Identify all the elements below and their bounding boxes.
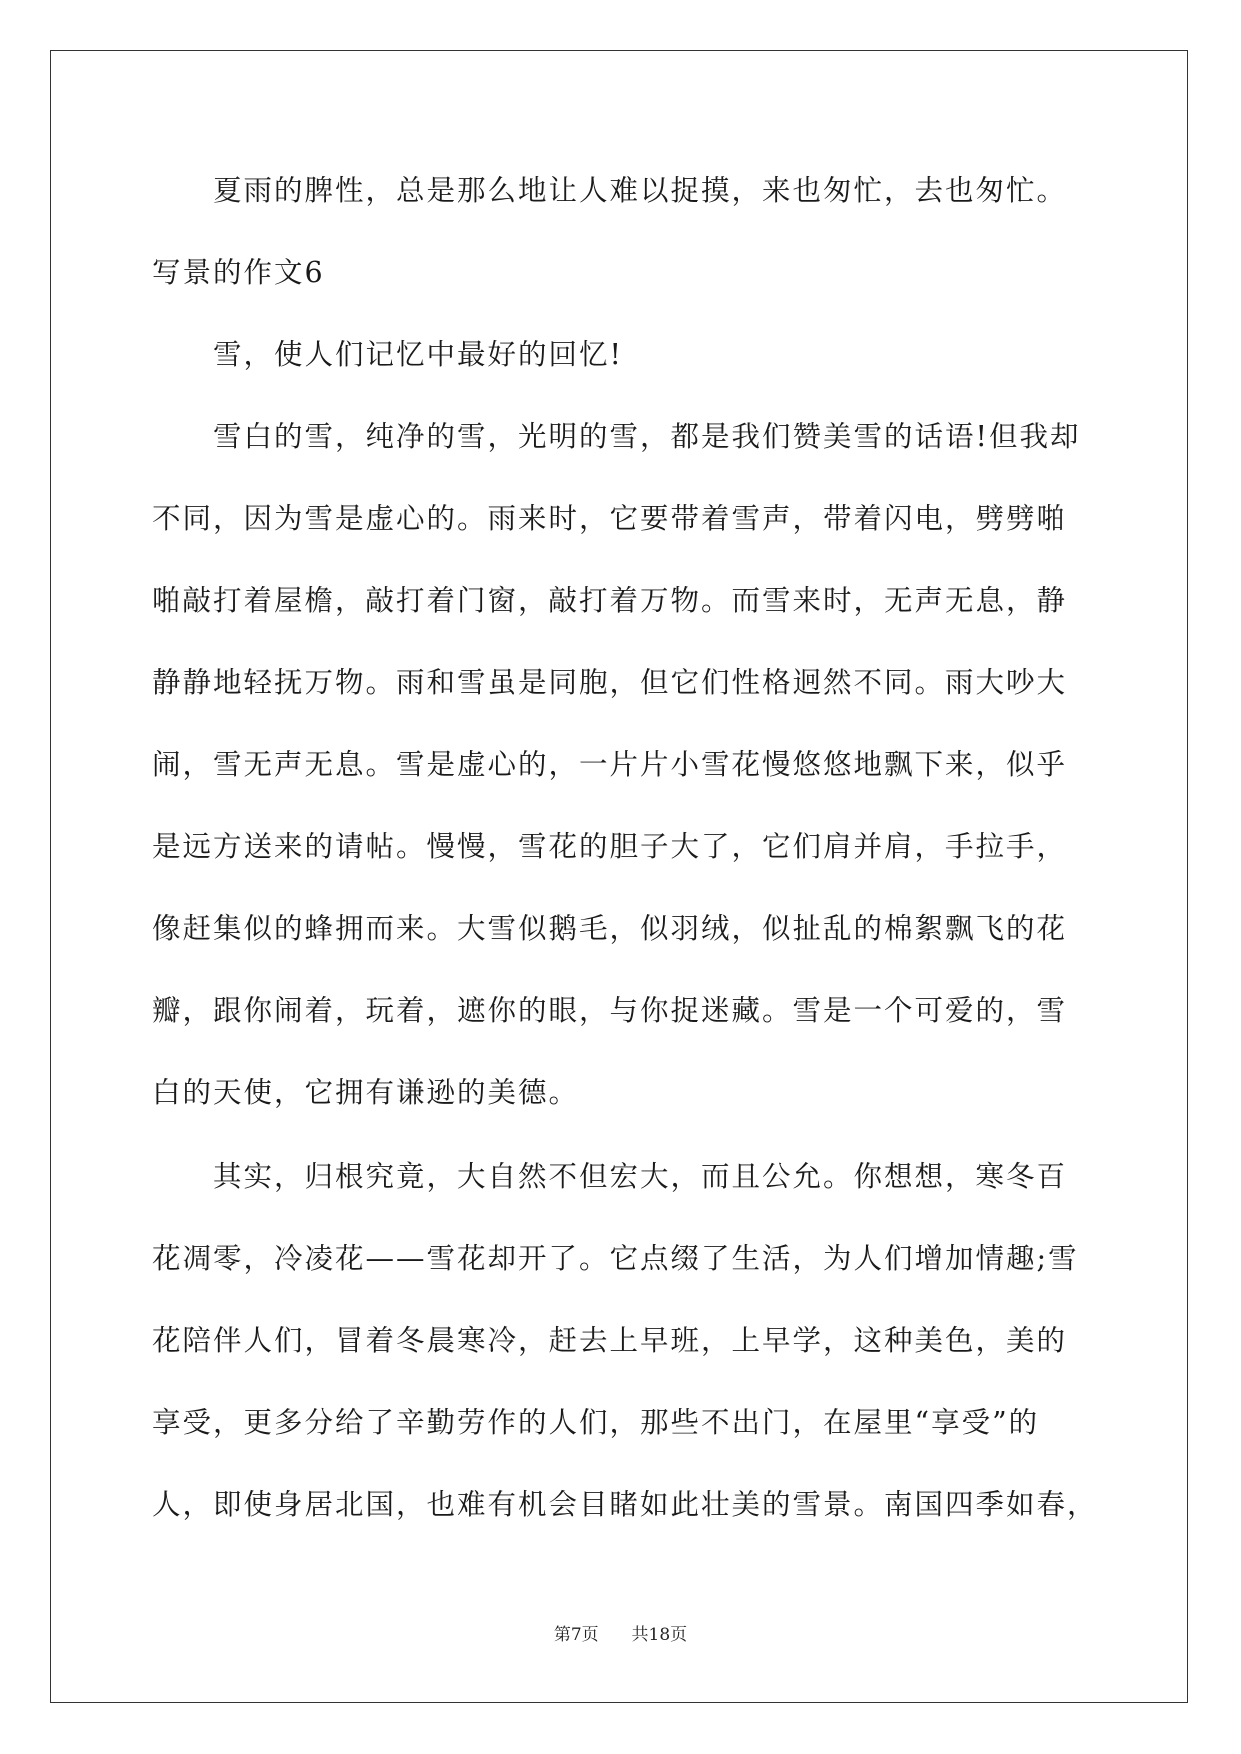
page-number: 第7页 xyxy=(553,1625,599,1645)
paragraph-line: 人，即使身居北国，也难有机会目睹如此壮美的雪景。南国四季如春， xyxy=(152,1488,1098,1521)
paragraph-line: 啪敲打着屋檐，敲打着门窗，敲打着万物。而雪来时，无声无息，静 xyxy=(152,584,1068,617)
paragraph-line: 花陪伴人们，冒着冬晨寒冷，赶去上早班，上早学，这种美色，美的 xyxy=(152,1324,1068,1357)
paragraph-line: 不同，因为雪是虚心的。雨来时，它要带着雪声，带着闪电，劈劈啪 xyxy=(152,502,1068,535)
paragraph-line: 静静地轻抚万物。雨和雪虽是同胞，但它们性格迥然不同。雨大吵大 xyxy=(152,666,1068,699)
paragraph-line: 雪白的雪，纯净的雪，光明的雪，都是我们赞美雪的话语!但我却 xyxy=(213,420,1081,453)
paragraph-line: 夏雨的脾性，总是那么地让人难以捉摸，来也匆忙，去也匆忙。 xyxy=(213,174,1068,207)
paragraph-line: 享受，更多分给了辛勤劳作的人们，那些不出门，在屋里“享受”的 xyxy=(152,1406,1040,1439)
document-body xyxy=(152,160,1098,1556)
paragraph-line: 雪，使人们记忆中最好的回忆! xyxy=(213,338,623,371)
paragraph-line: 瓣，跟你闹着，玩着，遮你的眼，与你捉迷藏。雪是一个可爱的，雪 xyxy=(152,994,1068,1027)
paragraph-line: 其实，归根究竟，大自然不但宏大，而且公允。你想想，寒冬百 xyxy=(213,1160,1068,1193)
paragraph-line: 像赶集似的蜂拥而来。大雪似鹅毛，似羽绒，似扯乱的棉絮飘飞的花 xyxy=(152,912,1068,945)
paragraph-line: 白的天使，它拥有谦逊的美德。 xyxy=(152,1076,580,1109)
page-total: 共18页 xyxy=(631,1625,688,1645)
section-heading: 写景的作文6 xyxy=(152,256,325,289)
paragraph-line: 是远方送来的请帖。慢慢，雪花的胆子大了，它们肩并肩，手拉手， xyxy=(152,830,1068,863)
paragraph-line: 闹，雪无声无息。雪是虚心的，一片片小雪花慢悠悠地飘下来，似乎 xyxy=(152,748,1068,781)
paragraph-line: 花凋零，冷凌花——雪花却开了。它点缀了生活，为人们增加情趣;雪 xyxy=(152,1242,1079,1275)
page-footer xyxy=(0,1620,1241,1645)
